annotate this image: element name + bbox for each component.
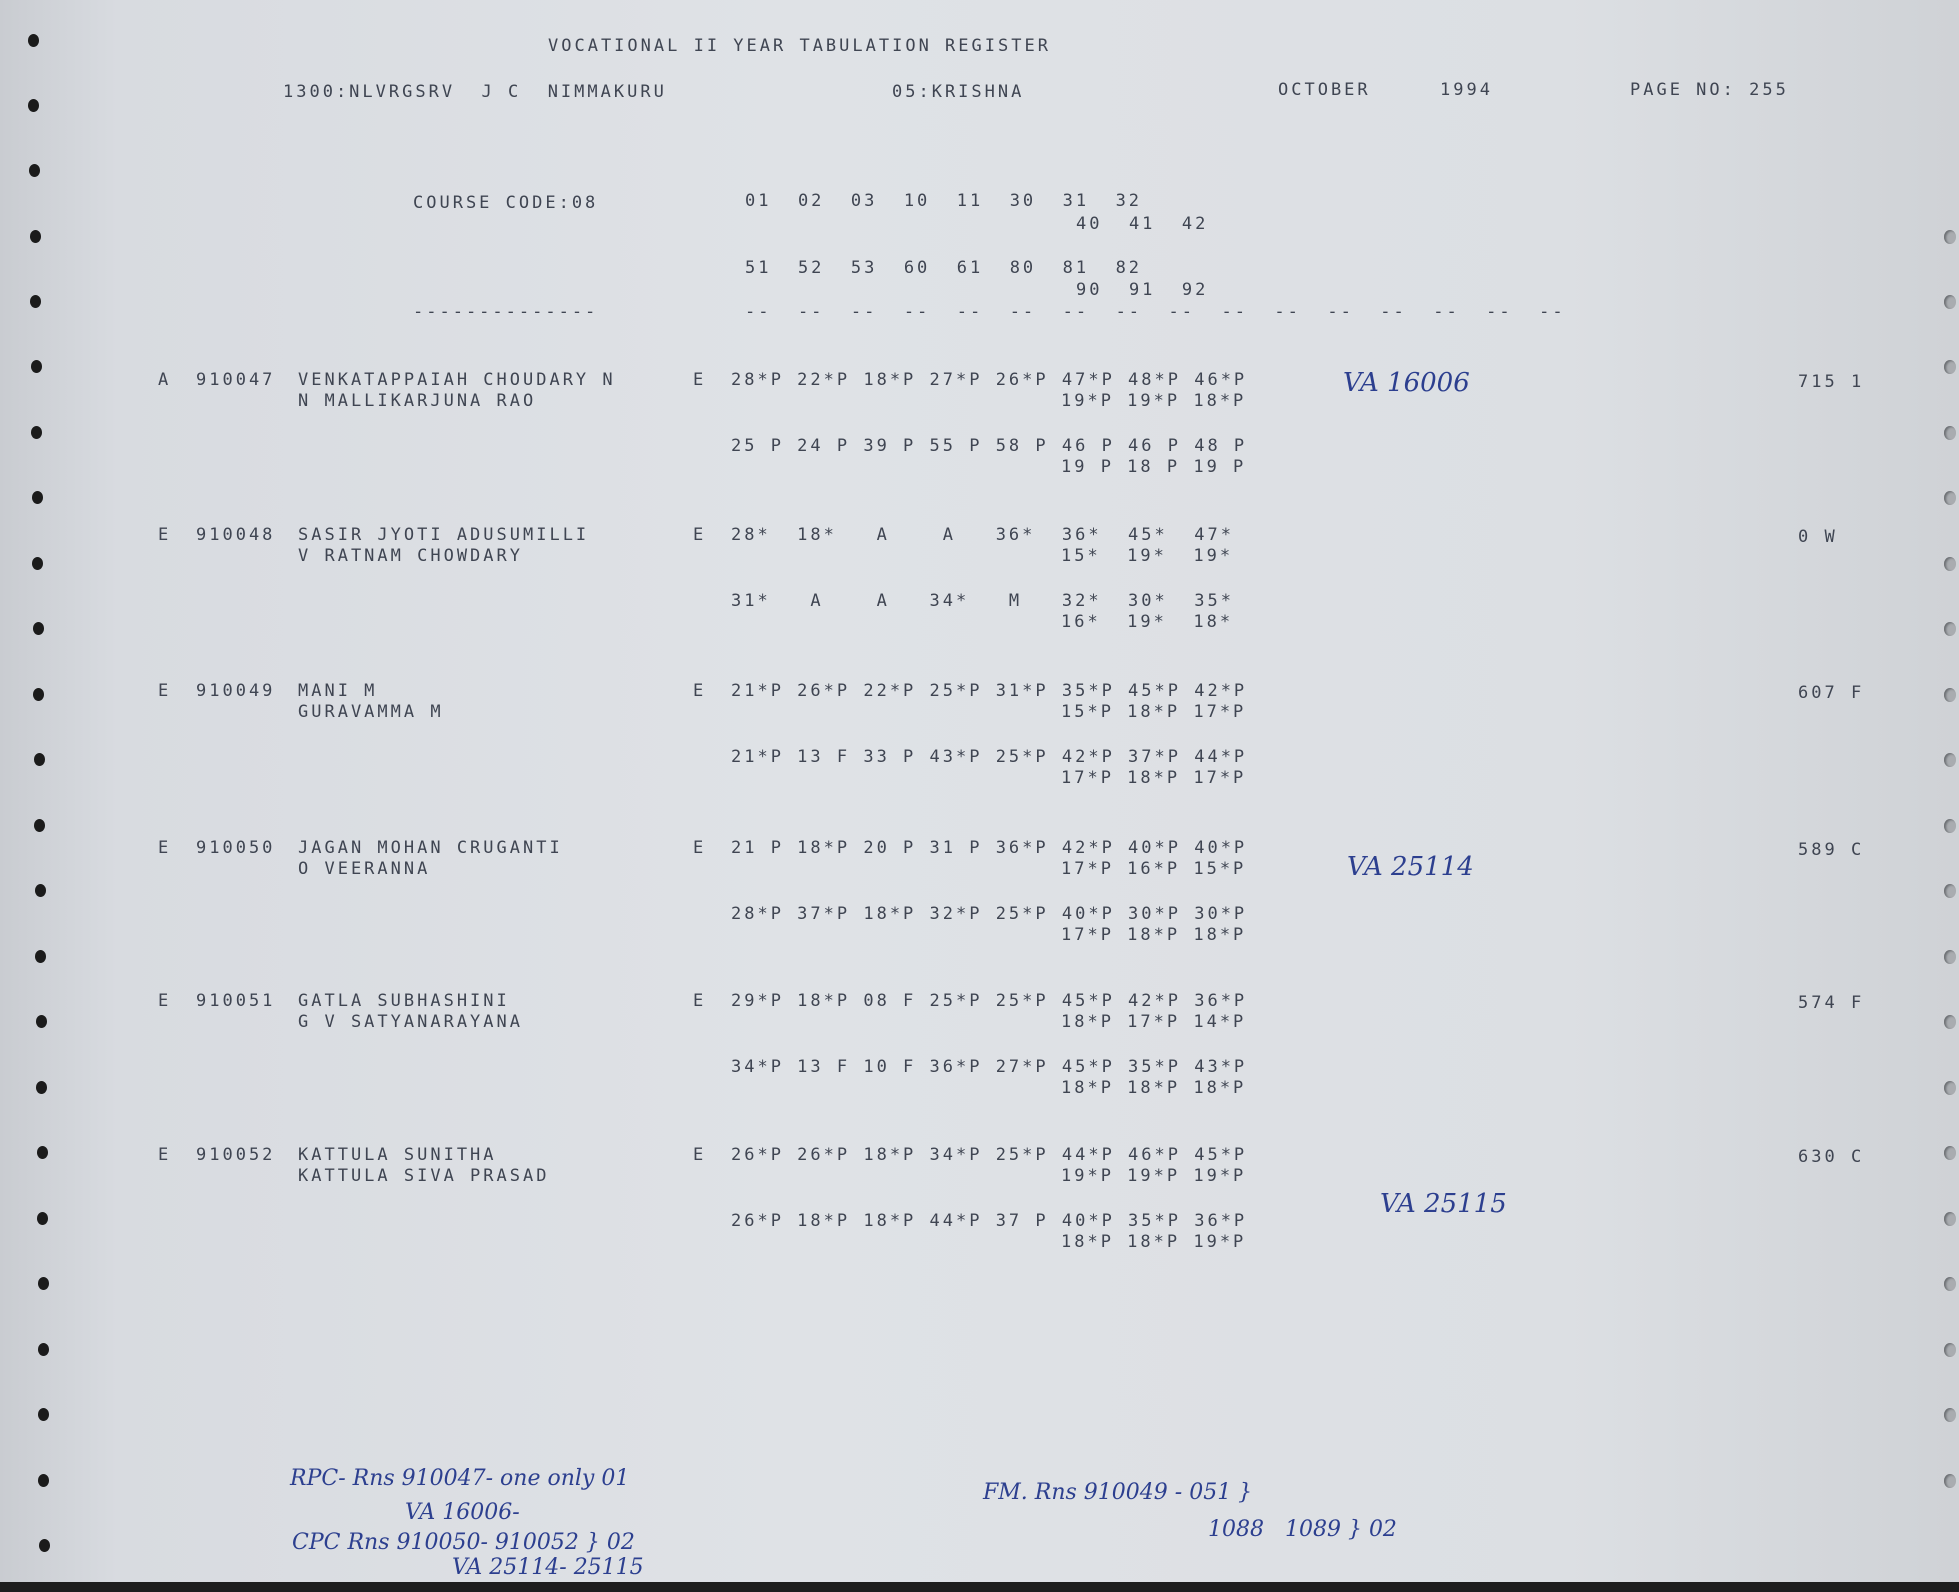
- student-regno: 910050: [196, 838, 276, 858]
- footnote-left-4: VA 25114- 25115: [452, 1555, 644, 1580]
- student-father-name: KATTULA SIVA PRASAD: [298, 1166, 550, 1186]
- subject-codes-row2b: 90 91 92: [1076, 280, 1209, 300]
- student-category: E: [158, 991, 172, 1011]
- handwritten-va-number: VA 25114: [1347, 852, 1474, 882]
- student-category: E: [158, 1145, 172, 1165]
- exam-month: OCTOBER: [1278, 80, 1371, 100]
- student-total-result: 715 1: [1798, 372, 1865, 392]
- student-medium: E: [693, 1145, 707, 1165]
- student-total-result: 630 C: [1798, 1147, 1865, 1167]
- student-category: E: [158, 525, 172, 545]
- footnote-left-2: VA 16006-: [405, 1500, 520, 1525]
- student-category: A: [158, 370, 172, 390]
- student-name: GATLA SUBHASHINI: [298, 991, 510, 1011]
- subject-codes-row1: 01 02 03 10 11 30 31 32: [745, 191, 1143, 211]
- student-medium: E: [693, 681, 707, 701]
- subject-codes-row2: 51 52 53 60 61 80 81 82: [745, 258, 1143, 278]
- subject-codes-row1b: 40 41 42: [1076, 214, 1209, 234]
- student-father-name: GURAVAMMA M: [298, 702, 444, 722]
- student-regno: 910049: [196, 681, 276, 701]
- marks-row1: 21 P 18*P 20 P 31 P 36*P 42*P 40*P 40*P: [731, 838, 1248, 858]
- student-father-name: N MALLIKARJUNA RAO: [298, 391, 537, 411]
- marks-row2: 34*P 13 F 10 F 36*P 27*P 45*P 35*P 43*P: [731, 1057, 1248, 1077]
- marks-row1: 28*P 22*P 18*P 27*P 26*P 47*P 48*P 46*P: [731, 370, 1248, 390]
- student-name: SASIR JYOTI ADUSUMILLI: [298, 525, 590, 545]
- student-total-result: 589 C: [1798, 840, 1865, 860]
- handwritten-va-number: VA 16006: [1343, 368, 1470, 398]
- student-total-result: 574 F: [1798, 993, 1865, 1013]
- marks-row2-cont: 18*P 18*P 18*P: [1061, 1078, 1247, 1098]
- name-column-rule: --------------: [413, 302, 599, 322]
- student-category: E: [158, 681, 172, 701]
- student-name: VENKATAPPAIAH CHOUDARY N: [298, 370, 616, 390]
- marks-row1-cont: 18*P 17*P 14*P: [1061, 1012, 1247, 1032]
- student-medium: E: [693, 525, 707, 545]
- student-medium: E: [693, 838, 707, 858]
- footnote-left-3: CPC Rns 910050- 910052 } 02: [292, 1530, 635, 1555]
- marks-row1-cont: 17*P 16*P 15*P: [1061, 859, 1247, 879]
- marks-row2: 26*P 18*P 18*P 44*P 37 P 40*P 35*P 36*P: [731, 1211, 1248, 1231]
- marks-row2: 21*P 13 F 33 P 43*P 25*P 42*P 37*P 44*P: [731, 747, 1248, 767]
- marks-row2: 31* A A 34* M 32* 30* 35*: [731, 591, 1234, 611]
- student-regno: 910048: [196, 525, 276, 545]
- marks-row2-cont: 17*P 18*P 18*P: [1061, 925, 1247, 945]
- marks-row1-cont: 19*P 19*P 18*P: [1061, 391, 1247, 411]
- scan-edge: [0, 1582, 1959, 1592]
- marks-column-rule: -- -- -- -- -- -- -- -- -- -- -- -- -- -- -- --: [745, 302, 1566, 322]
- marks-row1-cont: 15* 19* 19*: [1061, 546, 1234, 566]
- student-father-name: V RATNAM CHOWDARY: [298, 546, 523, 566]
- marks-row1: 26*P 26*P 18*P 34*P 25*P 44*P 46*P 45*P: [731, 1145, 1248, 1165]
- student-name: MANI M: [298, 681, 378, 701]
- marks-row2-cont: 17*P 18*P 17*P: [1061, 768, 1247, 788]
- marks-row2: 25 P 24 P 39 P 55 P 58 P 46 P 46 P 48 P: [731, 436, 1248, 456]
- exam-year: 1994: [1440, 80, 1493, 100]
- student-regno: 910047: [196, 370, 276, 390]
- student-father-name: O VEERANNA: [298, 859, 431, 879]
- register-title: VOCATIONAL II YEAR TABULATION REGISTER: [548, 36, 1051, 56]
- footnote-right-2: 1088 1089 } 02: [1208, 1517, 1397, 1542]
- district-name: 05:KRISHNA: [892, 82, 1025, 102]
- course-code-label: COURSE CODE:08: [413, 193, 599, 213]
- student-regno: 910052: [196, 1145, 276, 1165]
- marks-row2-cont: 19 P 18 P 19 P: [1061, 457, 1247, 477]
- student-name: KATTULA SUNITHA: [298, 1145, 497, 1165]
- marks-row1: 29*P 18*P 08 F 25*P 25*P 45*P 42*P 36*P: [731, 991, 1248, 1011]
- student-father-name: G V SATYANARAYANA: [298, 1012, 523, 1032]
- marks-row2-cont: 16* 19* 18*: [1061, 612, 1234, 632]
- student-total-result: 0 W: [1798, 527, 1838, 547]
- marks-row1-cont: 19*P 19*P 19*P: [1061, 1166, 1247, 1186]
- student-category: E: [158, 838, 172, 858]
- footnote-right-1: FM. Rns 910049 - 051 }: [983, 1480, 1253, 1505]
- student-regno: 910051: [196, 991, 276, 1011]
- student-total-result: 607 F: [1798, 683, 1865, 703]
- marks-row2-cont: 18*P 18*P 19*P: [1061, 1232, 1247, 1252]
- footnote-left-1: RPC- Rns 910047- one only 01: [290, 1466, 630, 1491]
- student-name: JAGAN MOHAN CRUGANTI: [298, 838, 563, 858]
- college-name: 1300:NLVRGSRV J C NIMMAKURU: [283, 82, 667, 102]
- page-number: PAGE NO: 255: [1630, 80, 1789, 100]
- marks-row2: 28*P 37*P 18*P 32*P 25*P 40*P 30*P 30*P: [731, 904, 1248, 924]
- handwritten-va-number: VA 25115: [1380, 1189, 1507, 1219]
- marks-row1-cont: 15*P 18*P 17*P: [1061, 702, 1247, 722]
- student-medium: E: [693, 370, 707, 390]
- marks-row1: 28* 18* A A 36* 36* 45* 47*: [731, 525, 1234, 545]
- marks-row1: 21*P 26*P 22*P 25*P 31*P 35*P 45*P 42*P: [731, 681, 1248, 701]
- student-medium: E: [693, 991, 707, 1011]
